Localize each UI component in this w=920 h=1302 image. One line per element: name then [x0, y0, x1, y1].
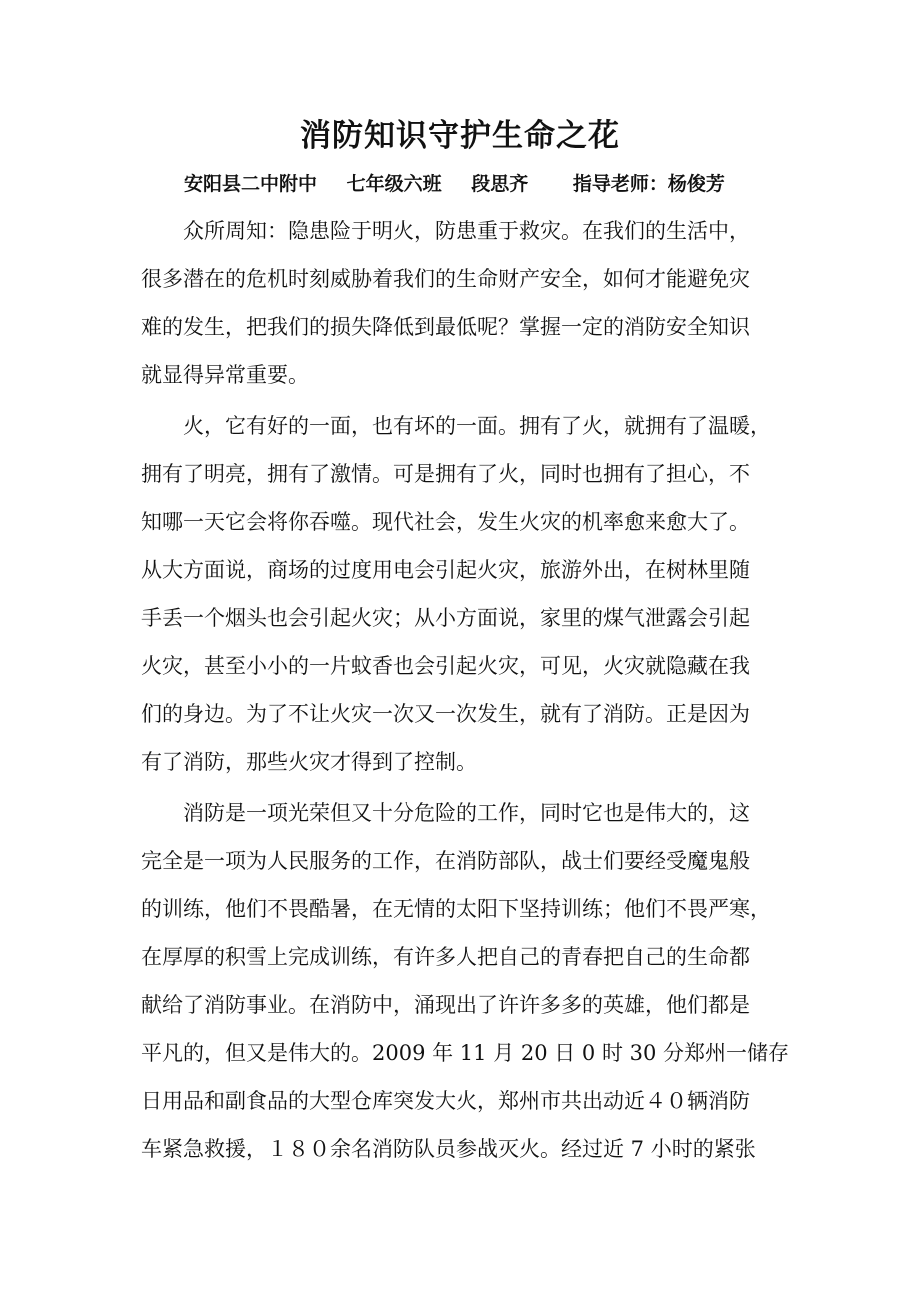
text-line: 很多潜在的危机时刻威胁着我们的生命财产安全，如何才能避免灾 — [141, 267, 750, 291]
text-line: 从大方面说，商场的过度用电会引起火灾，旅游外出，在树林里随 — [141, 558, 750, 582]
text-line: 难的发生，把我们的损失降低到最低呢？掌握一定的消防安全知识 — [141, 315, 750, 339]
text-line: 车紧急救援，１８０余名消防队员参战灭火。经过近 7 小时的紧张 — [141, 1137, 756, 1161]
byline-author: 段思齐 — [471, 173, 529, 195]
paragraph-3 — [141, 789, 790, 1173]
body-text — [141, 207, 790, 1176]
text-line: 完全是一项为人民服务的工作，在消防部队，战士们要经受魔鬼般 — [141, 849, 750, 873]
text-line: 有了消防，那些火灾才得到了控制。 — [141, 750, 477, 774]
text-line: 献给了消防事业。在消防中，涌现出了许许多多的英雄，他们都是 — [141, 993, 750, 1017]
text-line: 日用品和副食品的大型仓库突发大火，郑州市共出动近４０辆消防 — [141, 1089, 750, 1113]
byline-class: 七年级六班 — [346, 173, 442, 195]
text-line: 拥有了明亮，拥有了激情。可是拥有了火，同时也拥有了担心，不 — [141, 462, 750, 486]
byline-teacher: 指导老师：杨俊芳 — [572, 173, 725, 195]
text-line: 知哪一天它会将你吞噬。现代社会，发生火灾的机率愈来愈大了。 — [141, 510, 750, 534]
document-title: 消防知识守护生命之花 — [300, 118, 620, 154]
text-line: 们的身边。为了不让火灾一次又一次发生，就有了消防。正是因为 — [141, 702, 750, 726]
paragraph-2 — [141, 402, 781, 786]
byline-school: 安阳县二中附中 — [184, 173, 318, 195]
text-line: 消防是一项光荣但又十分危险的工作，同时它也是伟大的，这 — [183, 801, 750, 825]
text-line: 众所周知：隐患险于明火，防患重于救灾。在我们的生活中， — [183, 219, 750, 243]
text-line: 平凡的，但又是伟大的。2009 年 11 月 20 日 0 时 30 分郑州一储存 — [141, 1041, 790, 1065]
byline — [184, 166, 784, 202]
text-line: 火，它有好的一面，也有坏的一面。拥有了火，就拥有了温暖， — [183, 414, 771, 438]
text-line: 手丢一个烟头也会引起火灾；从小方面说，家里的煤气泄露会引起 — [141, 606, 750, 630]
paragraph-1 — [141, 207, 781, 399]
text-line: 火灾，甚至小小的一片蚊香也会引起火灾，可见，火灾就隐藏在我 — [141, 654, 750, 678]
text-line: 就显得异常重要。 — [141, 363, 309, 387]
text-line: 在厚厚的积雪上完成训练，有许多人把自己的青春把自己的生命都 — [141, 945, 750, 969]
text-line: 的训练，他们不畏酷暑，在无情的太阳下坚持训练；他们不畏严寒， — [141, 897, 771, 921]
